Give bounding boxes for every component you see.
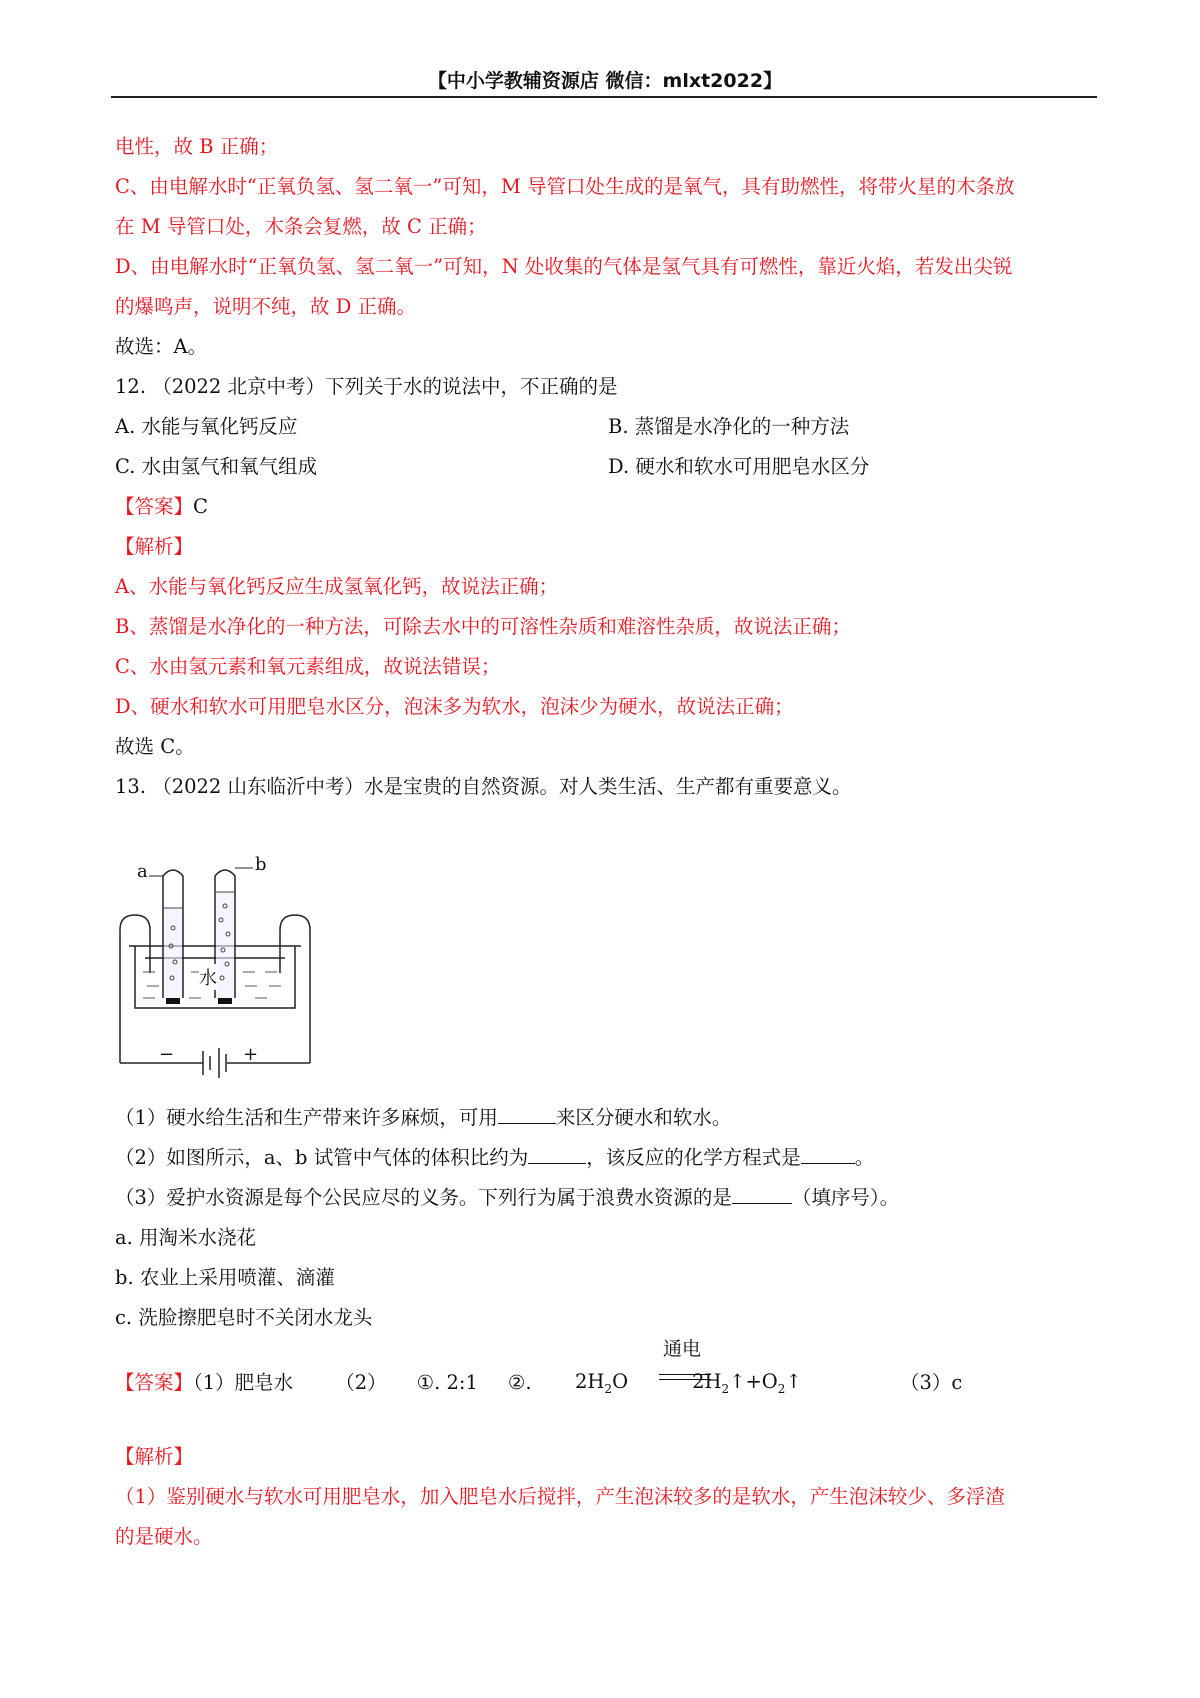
- q12-option-b: B. 蒸馏是水净化的一种方法: [608, 415, 850, 438]
- answer-part3: （3）c: [900, 1371, 963, 1394]
- tube-b-label: b: [255, 854, 267, 875]
- analysis-line: 在 M 导管口处，木条会复燃，故 C 正确；: [115, 215, 487, 238]
- chemical-equation: [575, 1338, 802, 1396]
- answer-label: 【答案】: [115, 495, 194, 518]
- eq-product-o: +O: [745, 1370, 778, 1393]
- analysis-line: 电性，故 B 正确；: [115, 135, 279, 158]
- q12-analysis-label: 【解析】: [115, 535, 194, 558]
- analysis-label: 【解析】: [115, 1445, 194, 1468]
- q13-analysis-label: [115, 1444, 193, 1470]
- answer-blank: [498, 1105, 556, 1124]
- q12-analysis-line: D、硬水和软水可用肥皂水区分，泡沫多为软水，泡沫少为硬水，故说法正确；: [115, 695, 794, 718]
- answer-part1: （1）肥皂水: [193, 1371, 294, 1394]
- gas-arrow-icon: ↑: [729, 1370, 746, 1393]
- reaction-condition: 通电: [663, 1338, 702, 1360]
- q13-analysis-line: （1）鉴别硬水与软水可用肥皂水，加入肥皂水后搅拌，产生泡沫较多的是软水，产生泡沫较少、多浮渣: [115, 1485, 1005, 1508]
- answer-blank: [528, 1145, 586, 1164]
- answer-blank: [732, 1185, 792, 1204]
- q13-stem: 13. （2022 山东临沂中考）水是宝贵的自然资源。对人类生活、生产都有重要意义。: [115, 775, 852, 798]
- eq-product-h: 2H: [692, 1370, 722, 1393]
- part2-text: （2）如图所示，a、b 试管中气体的体积比约为: [115, 1146, 529, 1169]
- q13-option-b: b. 农业上采用喷灌、滴灌: [115, 1266, 335, 1289]
- q12-conclusion: 故选 C。: [115, 735, 195, 758]
- conclusion-line: 故选：A。: [115, 335, 208, 358]
- q12-stem: 12. （2022 北京中考）下列关于水的说法中，不正确的是: [115, 375, 618, 398]
- equation-bar: [659, 1379, 711, 1380]
- answer-blank: [801, 1145, 855, 1164]
- analysis-line: 的爆鸣声，说明不纯，故 D 正确。: [115, 295, 417, 318]
- part2-text-end: 。: [854, 1146, 875, 1169]
- part1-text: （1）硬水给生活和生产带来许多麻烦，可用: [115, 1106, 498, 1129]
- answer-value: C: [193, 495, 208, 518]
- eq-reactant-o: O: [612, 1370, 629, 1393]
- page-header: 【中小学教辅资源店 微信：mlxt2022】: [427, 70, 783, 92]
- q12-analysis-line: B、蒸馏是水净化的一种方法，可除去水中的可溶性杂质和难溶性杂质，故说法正确；: [115, 615, 851, 638]
- electrolysis-diagram: [115, 854, 315, 1092]
- q12-analysis-line: C、水由氢元素和氧元素组成，故说法错误；: [115, 655, 501, 678]
- part3-text-end: （填序号）。: [791, 1186, 900, 1209]
- header-divider: [111, 96, 1097, 98]
- gas-arrow-icon: ↑: [785, 1370, 802, 1393]
- q12-answer: [115, 494, 208, 520]
- equation-bar: [659, 1374, 711, 1375]
- q12-option-c: C. 水由氢气和氧气组成: [115, 455, 318, 478]
- q13-part2: [115, 1145, 874, 1171]
- q13-part3: [115, 1185, 899, 1211]
- q13-part1: [115, 1105, 731, 1131]
- q13-option-c: c. 洗脸擦肥皂时不关闭水龙头: [115, 1306, 373, 1329]
- eq-subscript: 2: [777, 1382, 786, 1396]
- part1-text-end: 来区分硬水和软水。: [555, 1106, 732, 1129]
- q13-answer: [115, 1370, 532, 1396]
- positive-terminal-label: +: [243, 1044, 259, 1065]
- analysis-line: D、由电解水时“正氧负氢、氢二氧一”可知，N 处收集的气体是氢气具有可燃性，靠近火焰，若发出尖锐: [115, 255, 1013, 278]
- analysis-line: C、由电解水时“正氧负氢、氢二氧一”可知，M 导管口处生成的是氧气，具有助燃性，将带火星的木条放: [115, 175, 1015, 198]
- q12-analysis-line: A、水能与氧化钙反应生成氢氧化钙，故说法正确；: [115, 575, 559, 598]
- eq-reactant: 2H: [575, 1370, 605, 1393]
- eq-subscript: 2: [721, 1382, 730, 1396]
- water-label: 水: [199, 964, 217, 990]
- negative-terminal-label: −: [159, 1044, 175, 1065]
- eq-subscript: 2: [604, 1382, 613, 1396]
- tube-a-label: a: [137, 861, 148, 882]
- part3-text: （3）爱护水资源是每个公民应尽的义务。下列行为属于浪费水资源的是: [115, 1186, 732, 1209]
- q12-option-a: A. 水能与氧化钙反应: [115, 415, 298, 438]
- q13-option-a: a. 用淘米水浇花: [115, 1226, 257, 1249]
- q12-option-d: D. 硬水和软水可用肥皂水区分: [608, 455, 870, 478]
- answer-label: 【答案】: [115, 1371, 194, 1394]
- answer-part2-ratio: ①. 2:1: [416, 1371, 478, 1394]
- answer-part2: （2）: [335, 1371, 387, 1394]
- answer-part2-equation-label: ②.: [507, 1371, 532, 1394]
- part2-text-mid: ，该反应的化学方程式是: [586, 1146, 801, 1169]
- q13-analysis-line: 的是硬水。: [115, 1525, 213, 1548]
